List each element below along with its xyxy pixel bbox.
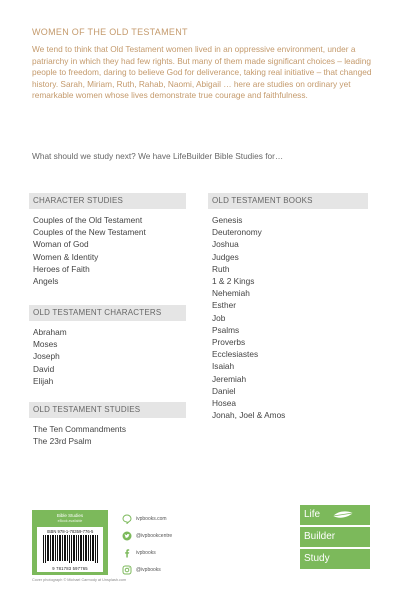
list-item: Woman of God xyxy=(33,239,89,250)
list-item: Genesis xyxy=(212,215,243,225)
logo-row-study xyxy=(300,549,370,569)
lifebuilder-logo xyxy=(300,505,370,571)
list-item: Esther xyxy=(212,300,236,311)
list-item: Joseph xyxy=(33,351,60,362)
barcode-bars xyxy=(42,535,98,563)
section-list xyxy=(208,209,368,421)
social-item-twitter[interactable] xyxy=(122,529,172,543)
list-item: Women & Identity xyxy=(33,251,99,262)
list-item: Couples of the Old Testament xyxy=(33,215,143,225)
social-text: @ivpbookcentre xyxy=(136,533,173,539)
list-item: Couples of the New Testament xyxy=(33,227,146,238)
logo-word: Life xyxy=(304,509,321,520)
list-item: Jeremiah xyxy=(212,373,247,384)
list-item: Jonah, Joel & Amos xyxy=(212,410,286,421)
list-item: Angels xyxy=(33,276,59,287)
social-item-website[interactable] xyxy=(122,512,172,526)
list-item: Heroes of Faith xyxy=(33,263,90,274)
section-list xyxy=(29,418,186,447)
barcode xyxy=(37,527,103,572)
website-icon xyxy=(122,514,132,524)
list-item: Job xyxy=(212,312,226,323)
section-heading: OLD TESTAMENT CHARACTERS xyxy=(29,305,186,321)
ot-studies-section xyxy=(29,402,186,447)
list-item: David xyxy=(33,363,55,374)
instagram-icon xyxy=(122,565,132,575)
facebook-icon xyxy=(122,548,132,558)
section-list xyxy=(29,321,186,387)
list-item: Daniel xyxy=(212,385,236,396)
logo-row-builder xyxy=(300,527,370,547)
back-cover-title: WOMEN OF THE OLD TESTAMENT xyxy=(32,27,188,37)
publisher-box xyxy=(32,510,108,575)
social-text: @ivpbooks xyxy=(136,567,161,573)
social-item-instagram[interactable] xyxy=(122,563,172,577)
section-heading: OLD TESTAMENT BOOKS xyxy=(208,193,368,209)
barcode-number: 9 781783 597765 xyxy=(52,566,88,571)
list-item: 1 & 2 Kings xyxy=(212,276,255,287)
intro-paragraph: We tend to think that Old Testament women lived in an oppressive environment, under a patriarchy in which they had few rights. But many of them made significant choices – leading people to freedom, daring to believe God for deliverance, taking real initiative – that changed history. Sarah, Miriam, Ruth, Rahab, Naomi, Abigail … here are studies on ordinary yet remarkable women whose lives demonstrate true courage and faithfulness. xyxy=(32,44,372,101)
logo-word: Study xyxy=(304,553,330,564)
cover-photo-credit: Cover photograph © Michael Carmody at Unsplash.com xyxy=(32,578,127,582)
ebook-note: eBook available xyxy=(57,519,83,523)
social-text: ivpbooks.com xyxy=(136,516,167,522)
list-item: Joshua xyxy=(212,239,239,250)
list-item: Moses xyxy=(33,339,58,350)
list-item: Judges xyxy=(212,251,239,262)
section-heading: CHARACTER STUDIES xyxy=(29,193,186,209)
social-text: ivpbooks xyxy=(136,550,156,556)
logo-row-life xyxy=(300,505,370,525)
list-item: Proverbs xyxy=(212,337,246,348)
section-heading: OLD TESTAMENT STUDIES xyxy=(29,402,186,418)
list-item: Hosea xyxy=(212,398,236,409)
list-item: Isaiah xyxy=(212,361,235,372)
twitter-icon xyxy=(122,531,132,541)
list-item: Ruth xyxy=(212,263,230,274)
list-item: Nehemiah xyxy=(212,288,250,299)
ot-books-section xyxy=(208,193,368,421)
list-item: Deuteronomy xyxy=(212,227,262,238)
leaf-icon xyxy=(332,510,354,520)
study-prompt: What should we study next? We have LifeBuilder Bible Studies for… xyxy=(32,151,284,161)
logo-word: Builder xyxy=(304,531,336,542)
list-item: The Ten Commandments xyxy=(33,424,126,434)
social-item-facebook[interactable] xyxy=(122,546,172,560)
section-list xyxy=(29,209,186,287)
isbn-text: ISBN 978-1-78359-776-5 xyxy=(46,529,94,534)
ot-characters-section xyxy=(29,305,186,387)
social-links xyxy=(122,512,172,580)
list-item: Abraham xyxy=(33,327,67,337)
list-item: Psalms xyxy=(212,324,240,335)
list-item: Elijah xyxy=(33,375,54,386)
publisher-category: Bible Studies xyxy=(56,513,84,518)
character-studies-section xyxy=(29,193,186,287)
list-item: Ecclesiastes xyxy=(212,349,259,360)
list-item: The 23rd Psalm xyxy=(33,436,92,447)
